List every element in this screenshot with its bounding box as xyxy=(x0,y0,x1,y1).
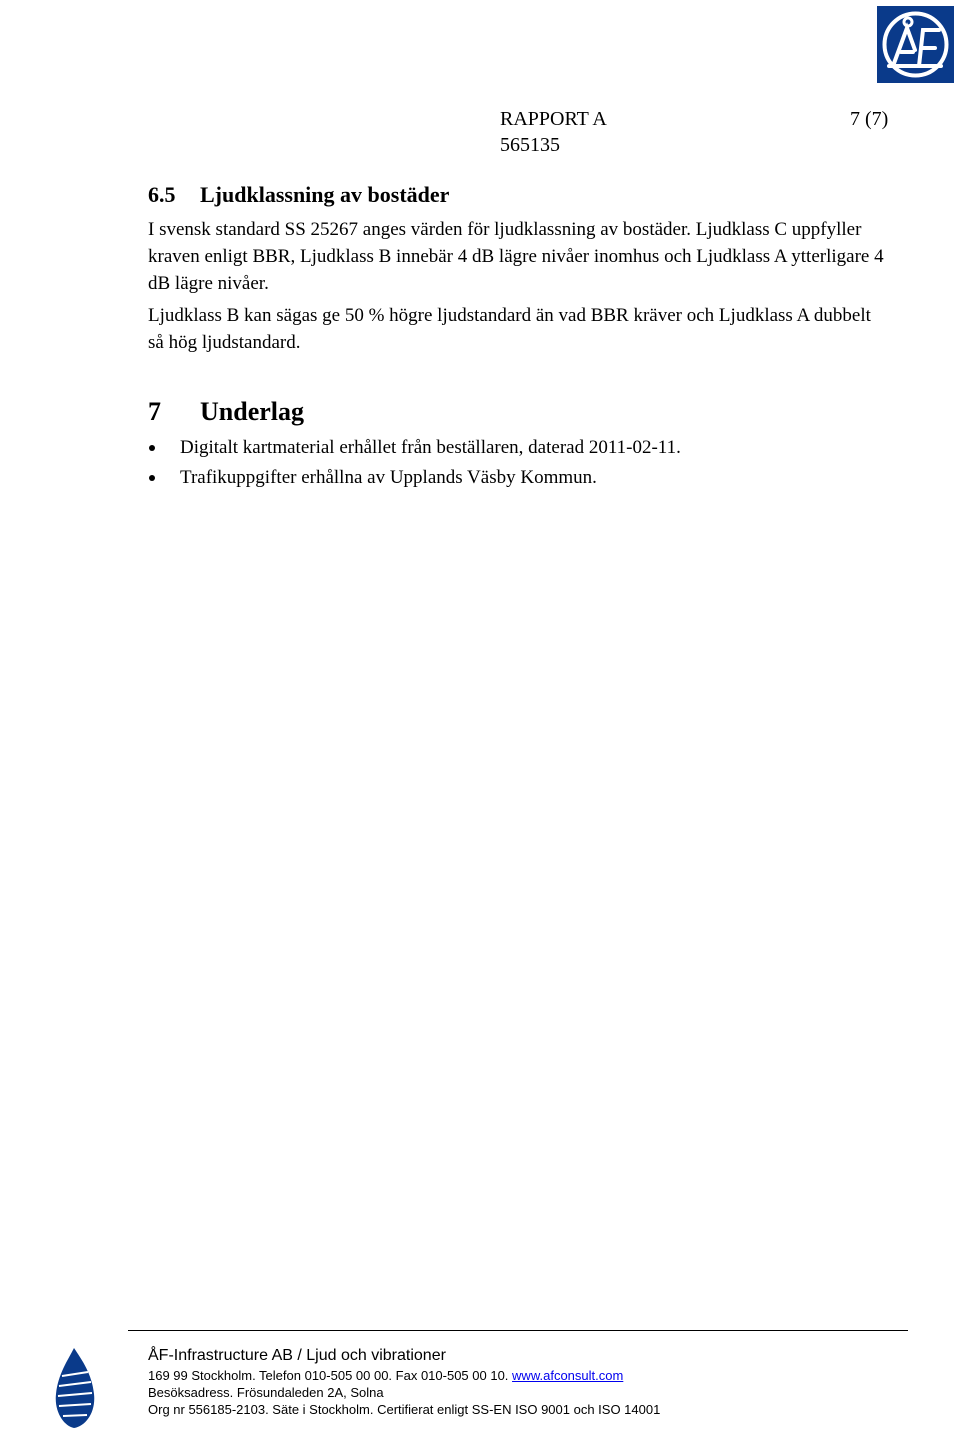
report-number-text: RAPPORT A 565135 xyxy=(500,108,606,156)
list-item-text: Trafikuppgifter erhållna av Upplands Väsby Kommun. xyxy=(180,467,597,488)
af-logo xyxy=(877,6,954,83)
report-number xyxy=(500,106,630,158)
page-number: 7 (7) xyxy=(850,108,889,130)
footer-divider xyxy=(128,1330,908,1331)
shell-logo-icon xyxy=(50,1346,100,1430)
footer-company: ÅF-Infrastructure AB / Ljud och vibrationer xyxy=(148,1347,446,1364)
af-logo-graphic xyxy=(877,6,954,83)
section-heading-6-5 xyxy=(148,180,449,210)
section-number: 7 xyxy=(148,397,161,426)
website-link[interactable]: www.afconsult.com xyxy=(512,1368,624,1383)
footer-contact-text: 169 99 Stockholm. Telefon 010-505 00 00. Fax 010-505 00 10. xyxy=(148,1368,509,1383)
bullet-icon xyxy=(149,445,155,451)
body-paragraph: Ljudklass B kan sägas ge 50 % högre ljudstandard än vad BBR kräver och Ljudklass A dubbelt så hög ljudstandard. xyxy=(148,305,871,353)
footer-contact-line xyxy=(148,1367,623,1385)
section-title: Underlag xyxy=(200,397,304,426)
section-heading-7 xyxy=(148,396,304,428)
section-title: Ljudklassning av bostäder xyxy=(200,182,450,207)
shell-logo-graphic xyxy=(50,1346,100,1430)
section-number: 6.5 xyxy=(148,182,176,207)
list-item-text: Digitalt kartmaterial erhållet från beställaren, daterad 2011-02-11. xyxy=(180,437,681,458)
footer-org-info: Org nr 556185-2103. Säte i Stockholm. Certifierat enligt SS-EN ISO 9001 och ISO 14001 xyxy=(148,1402,661,1417)
body-paragraph: I svensk standard SS 25267 anges värden för ljudklassning av bostäder. Ljudklass C uppfyller kraven enligt BBR, Ljudklass B innebär 4 dB lägre nivåer inomhus och Ljudklass A ytterligare 4 dB lägre nivåer. xyxy=(148,219,884,294)
bullet-icon xyxy=(149,475,155,481)
footer-visit-address: Besöksadress. Frösundaleden 2A, Solna xyxy=(148,1385,384,1400)
